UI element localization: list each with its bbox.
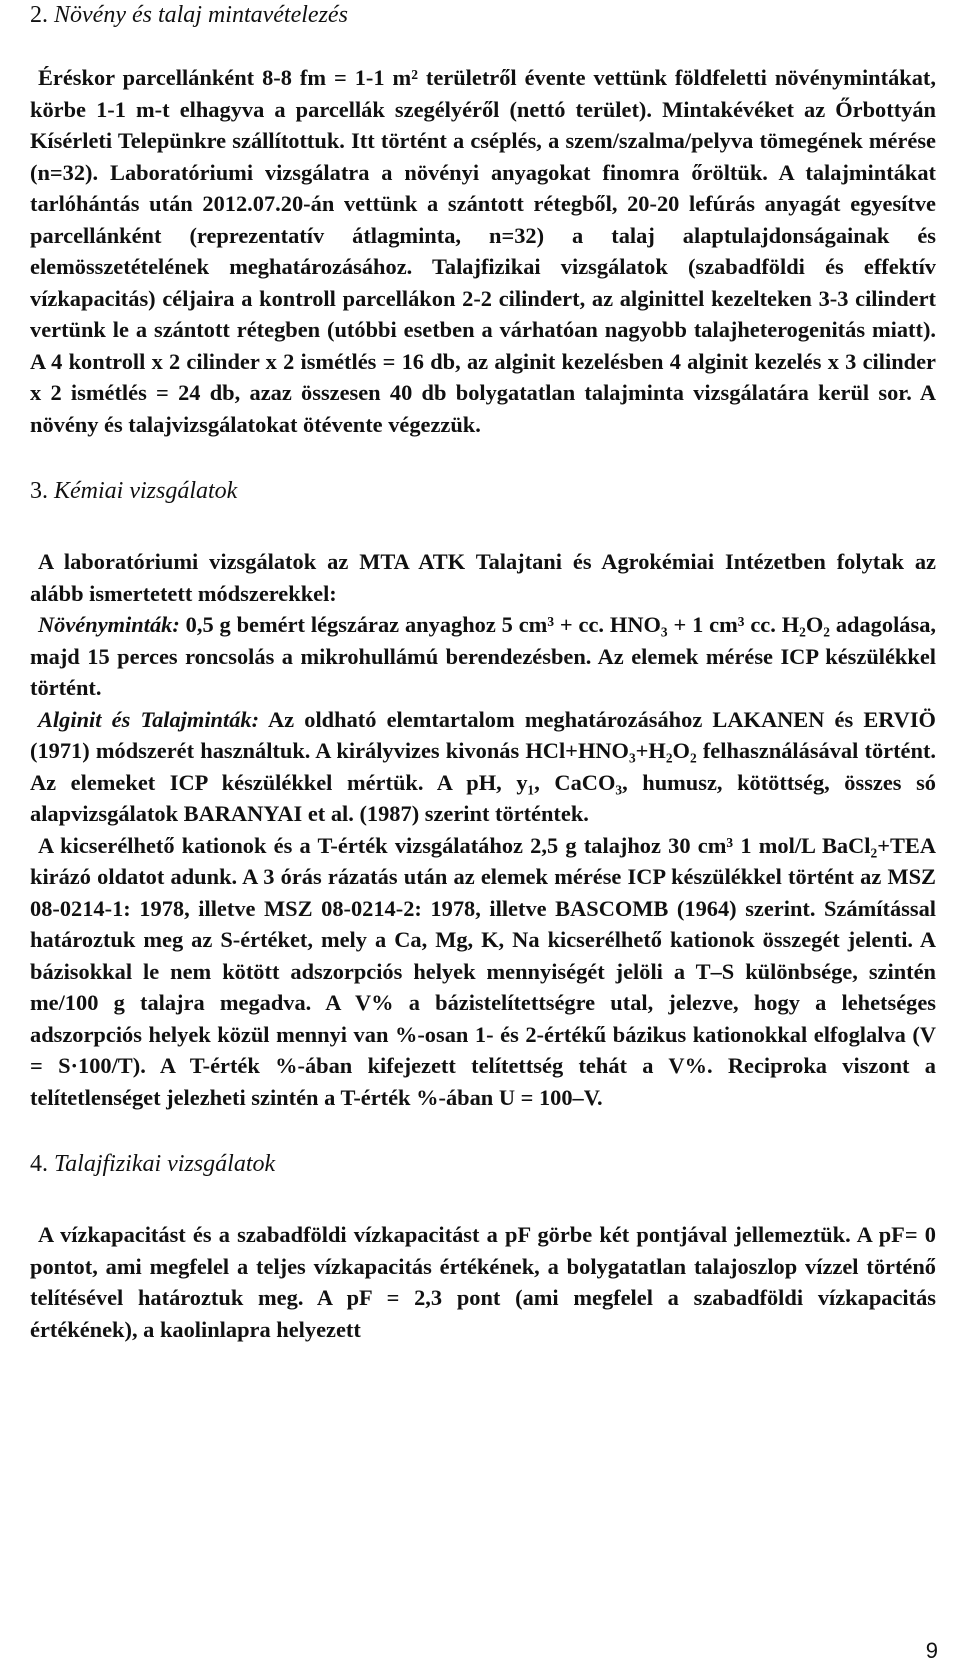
section-2-paragraph: Éréskor parcellánként 8-8 fm = 1-1 m² területről évente vettünk földfeletti növénymintákat, körbe 1-1 m-t elhagyva a parcellák szegélyéről (nettó terület). Mintakévéket az Őrbottyán Kísérleti Telepünkre szállítottuk. Itt történt a cséplés, a szem/szalma/pelyva tömegének mérése (n=32). Laboratóriumi vizsgálatra a növényi anyagokat finomra őröltük. A talajmintákat tarlóhántás után 2012.07.20-án vettünk a szántott rétegből, 20-20 lefúrás anyagát egyesítve parcellánként (reprezentatív átlagminta, n=32) a talaj alaptulajdonságainak és elemösszetételének meghatározásához. Talajfizikai vizsgálatok (szabadföldi és effektív vízkapacitás) céljaira a kontroll parcellákon 2-2 cilindert, az alginittel kezelteken 3-3 cilindert vertünk le a szántott rétegben (utóbbi esetben a várhatóan nagyobb talajheterogenitás miatt). A 4 kontroll x 2 cilinder x 2 ismétlés = 16 db, az alginit kezelésben 4 alginit kezelés x 3 cilinder x 2 ismétlés = 24 db, azaz összesen 40 db bolygatatlan talajminta vizsgálatára kerül sor. A növény és talajvizsgálatokat ötévente végezzük. bbox=[30, 65, 936, 437]
plant-samples-paragraph bbox=[30, 609, 936, 704]
section-title: Növény és talaj mintavételezés bbox=[54, 2, 348, 28]
page-number: 9 bbox=[925, 1638, 938, 1663]
plant-samples-label: Növényminták: bbox=[38, 612, 180, 637]
section-2-heading bbox=[30, 0, 936, 32]
section-number: 3. bbox=[30, 478, 48, 504]
section-3-intro-paragraph: A laboratóriumi vizsgálatok az MTA ATK Talajtani és Agrokémiai Intézetben folytak az alább ismertetett módszerekkel: bbox=[30, 549, 936, 606]
section-title: Kémiai vizsgálatok bbox=[54, 478, 238, 504]
soil-samples-paragraph bbox=[30, 704, 936, 830]
cation-exchange-paragraph: A kicserélhető kationok és a T-érték vizsgálatához 2,5 g talajhoz 30 cm³ 1 mol/L BaCl₂+TEA kirázó oldatot adunk. A 3 órás rázatás után az elemek mérése ICP készülékkel történt az MSZ 08-0214-1: 1978, illetve MSZ 08-0214-2: 1978, illetve BASCOMB (1964) szerint. Számítással határoztuk meg az S-értéket, mely a Ca, Mg, K, Na kicserélhető kationok összegét jelenti. A bázisokkal le nem kötött adszorpciós helyek mennyiségét jelöli a T–S különbsége, szintén me/100 g talajra megadva. A V% a bázistelítettségre utal, jelezve, hogy a lehetséges adszorpciós helyek közül mennyi van %-osan 1- és 2-értékű bázikus kationokkal elfoglalva (V = S·100/T). A T-érték %-ában kifejezett telítettség tehát a V%. Reciproka viszont a telítetlenséget jelezheti szintén a T-érték %-ában U = 100–V. bbox=[30, 832, 936, 1110]
soil-samples-label: Alginit és Talajminták: bbox=[38, 706, 260, 732]
section-title: Talajfizikai vizsgálatok bbox=[54, 1151, 276, 1177]
section-number: 4. bbox=[30, 1151, 48, 1177]
section-number: 2. bbox=[30, 2, 48, 28]
section-3-heading bbox=[30, 474, 936, 508]
section-4-paragraph: A vízkapacitást és a szabadföldi vízkapacitást a pF görbe két pontjával jellemeztük. A pF= 0 pontot, ami megfelel a teljes vízkapacitás értékének, a bolygatatlan talajoszlop vízzel történő telítésével határoztuk meg. A pF = 2,3 pont (ami megfelel a szabadföldi vízkapacitás értékének), a kaolinlapra helyezett bbox=[30, 1222, 936, 1342]
page-content bbox=[30, 0, 936, 1345]
soil-samples-text: Az oldható elemtartalom meghatározásához LAKANEN és ERVIÖ (1971) módszerét használtuk. A királyvizes kivonás HCl+HNO₃+H₂O₂ felhasználásával történt. Az elemeket ICP készülékkel mértük. A pH, y₁, CaCO₃, humusz, kötöttség, összes só alapvizsgálatok BARANYAI et al. (1987) szerint történtek. bbox=[30, 706, 936, 826]
section-4-heading bbox=[30, 1147, 936, 1181]
plant-samples-text: 0,5 g bemért légszáraz anyaghoz 5 cm³ + cc. HNO₃ + 1 cm³ cc. H₂O₂ adagolása, majd 15 perces roncsolás a mikrohullámú berendezésben. Az elemek mérése ICP készülékkel történt. bbox=[30, 612, 936, 700]
